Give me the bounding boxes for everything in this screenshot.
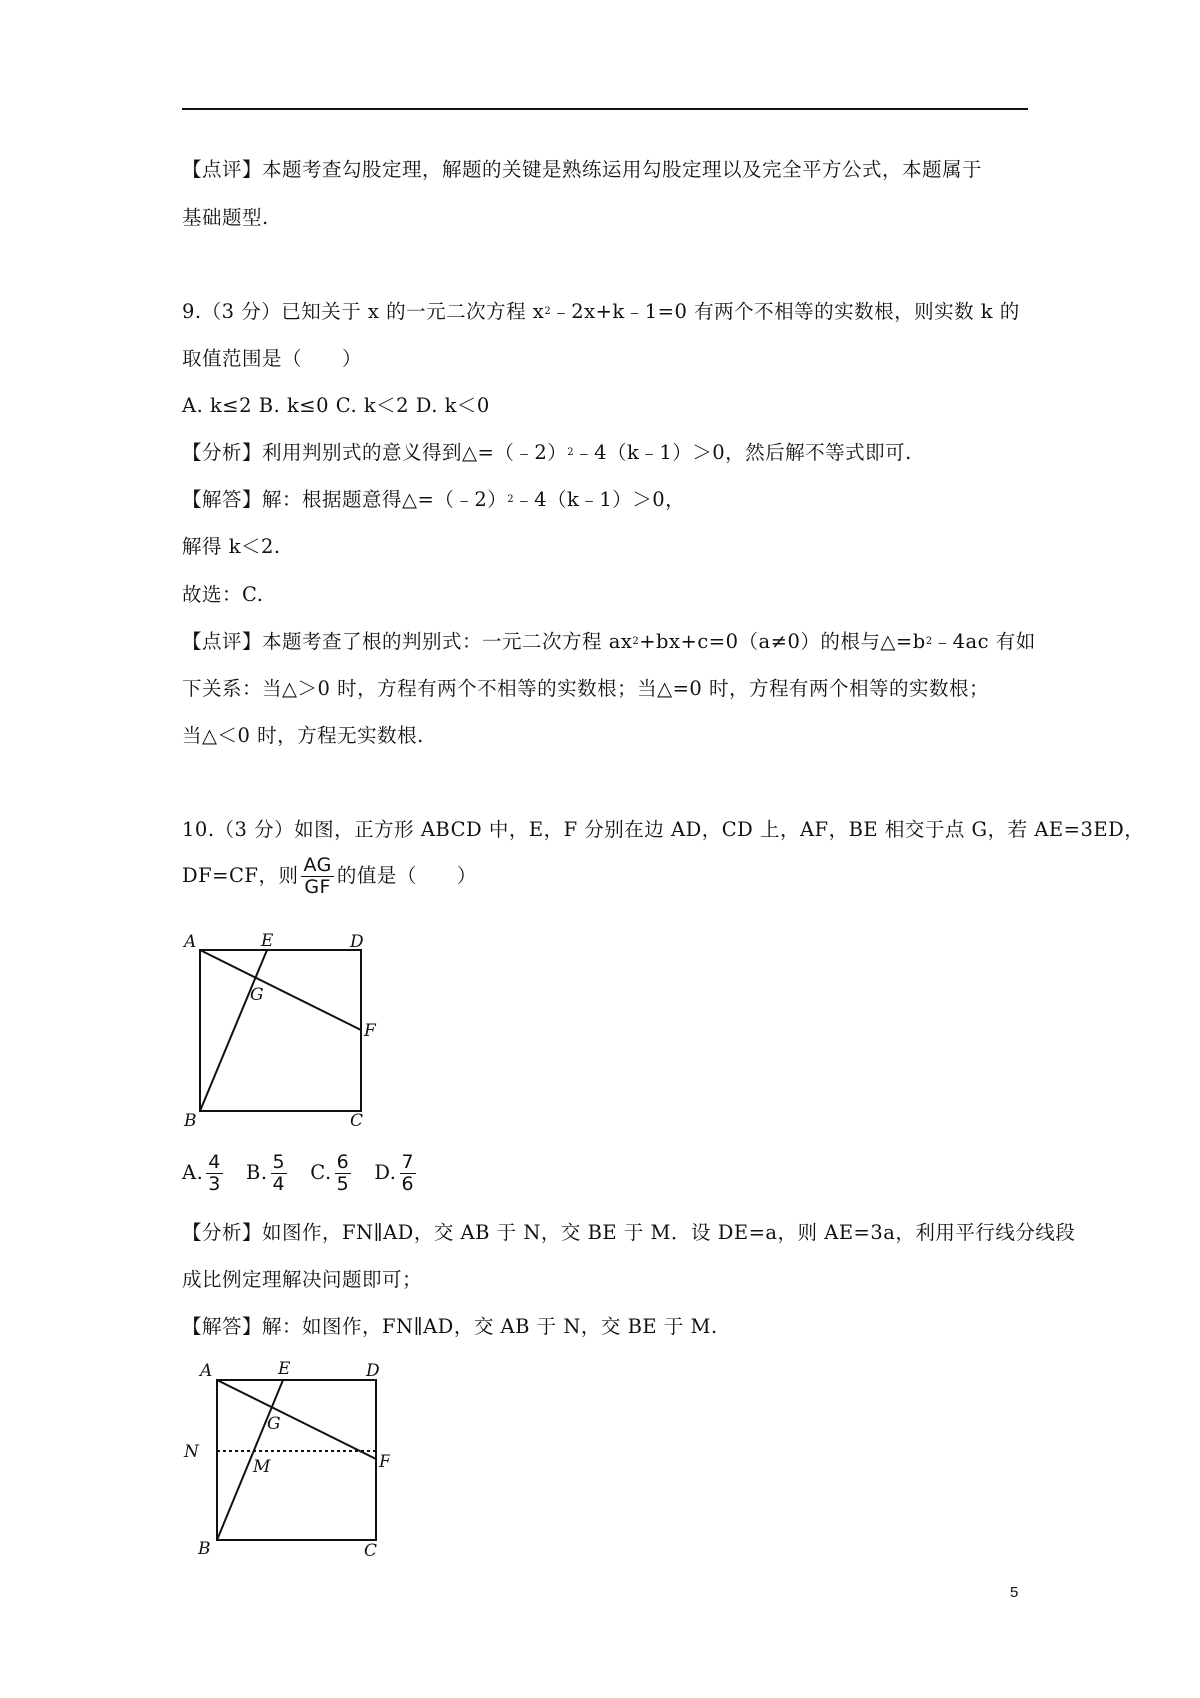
- q10-analysis: 【分析】如图作，FN∥AD，交 AB 于 N，交 BE 于 M．设 DE=a，则 AE=3a，利用平行线分线段: [182, 1221, 1076, 1244]
- option-a-fraction: $\frac{4}{3}$: [208, 1151, 221, 1195]
- q9-solve: 解得 k＜2.: [182, 535, 281, 558]
- q9-options: A. k≤2 B. k≤0 C. k＜2 D. k＜0: [182, 394, 490, 417]
- q10-analysis-line-2: 成比例定理解决问题即可；: [182, 1268, 423, 1291]
- label-B: B: [184, 1111, 197, 1130]
- figure-square-2: [180, 1360, 390, 1564]
- page-number: 5: [1010, 1584, 1019, 1601]
- option-b-fraction: $\frac{5}{4}$: [272, 1151, 286, 1195]
- label-D-2: D: [366, 1361, 380, 1381]
- q9-review-line-2: 下关系：当△＞0 时，方程有两个不相等的实数根；当△=0 时，方程有两个相等的实数根；: [182, 677, 990, 700]
- option-d-fraction: $\frac{7}{6}$: [401, 1151, 415, 1195]
- ratio-fraction: $\frac{AG}{GF}$: [303, 854, 332, 898]
- review-8-line-2: 基础题型.: [182, 206, 269, 229]
- label-N-2: N: [184, 1442, 199, 1462]
- label-G: G: [250, 985, 264, 1005]
- label-C-2: C: [364, 1541, 378, 1560]
- label-C: C: [350, 1111, 364, 1130]
- label-A-2: A: [200, 1361, 213, 1381]
- figure-square-1: [180, 930, 380, 1134]
- q9-review: 【点评】本题考查了根的判别式：一元二次方程 $ax^2+bx+c=0(a\ne 0)$的根与$\triangle=b^2﹣4ac$ 有如: [182, 630, 1036, 653]
- q10-answer: 【解答】解：如图作，FN∥AD，交 AB 于 N，交 BE 于 M.: [182, 1315, 718, 1338]
- label-D: D: [350, 932, 364, 952]
- q9-stem: 9.（3 分）已知关于 x 的一元二次方程 $x^2﹣2x+k﹣1=0$ 有两个不相等的实数根，则实数 k 的: [182, 300, 1020, 323]
- label-M-2: M: [253, 1457, 271, 1477]
- q9-analysis: 【分析】利用判别式的意义得到△=（﹣2）$^2$﹣4（k﹣1）＞0，然后解不等式即可.: [182, 441, 912, 464]
- q10-stem-line-2: DF=CF，则 $\frac{AG}{GF}$ 的值是（ ）: [182, 854, 477, 898]
- label-G-2: G: [267, 1414, 281, 1434]
- review-8-line-1: 【点评】本题考查勾股定理，解题的关键是熟练运用勾股定理以及完全平方公式，本题属于: [182, 158, 983, 181]
- q9-review-line-3: 当△＜0 时，方程无实数根.: [182, 724, 424, 747]
- label-A: A: [184, 932, 197, 952]
- label-F-2: F: [379, 1452, 390, 1472]
- q9-choose: 故选：C.: [182, 583, 264, 606]
- option-c-fraction: $\frac{6}{5}$: [336, 1151, 350, 1195]
- label-E: E: [261, 931, 274, 951]
- label-F: F: [364, 1021, 376, 1041]
- header-rule: [182, 108, 1028, 110]
- label-B-2: B: [198, 1539, 211, 1559]
- q10-options: A. $\frac{4}{3}$ B. $\frac{5}{4}$ C. $\frac{6}{5}$ D. $\frac{7}{6}$: [182, 1151, 415, 1195]
- q9-stem-line-2: 取值范围是（ ）: [182, 347, 363, 370]
- q10-stem: 10.（3 分）如图，正方形 ABCD 中，E，F 分别在边 AD，CD 上，AF，BE 相交于点 G，若 AE=3ED，: [182, 818, 1145, 841]
- label-E-2: E: [278, 1360, 291, 1379]
- q9-answer: 【解答】解：根据题意得△=（﹣2）$^2$﹣4（k﹣1）＞0，: [182, 488, 686, 511]
